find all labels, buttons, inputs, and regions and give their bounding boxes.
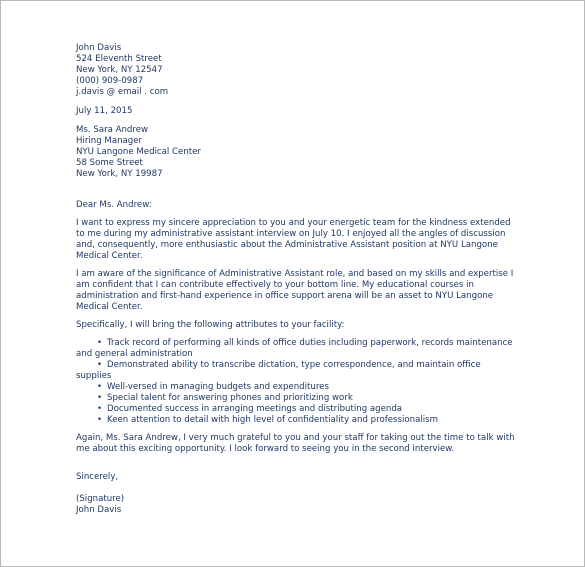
paragraph-closing: Again, Ms. Sara Andrew, I very much grateful to you and your staff for taking out the time to talk with me about this exciting opportunity. I look forward to seeing you in the second interview. [76,433,515,454]
recipient-address [76,125,516,180]
list-item: • Keen attention to detail with high level of confidentiality and professionalism [97,415,516,426]
paragraph-appreciation: I want to express my sincere appreciation to you and your energetic team for the kindness extended to me during my administrative assistant interview on July 10. I enjoyed all the angles of discussion and, consequently, more enthusiastic about the Administrative Assistant position at NYU Langone Medical Center. [76,218,511,261]
recipient-title: Hiring Manager [76,136,143,146]
list-item: • Well-versed in managing budgets and expenditures [97,382,516,393]
list-item: • Documented success in arranging meetings and distributing agenda [97,404,516,415]
letter-body [76,43,516,516]
paragraph-qualifications: I am aware of the significance of Administrative Assistant role, and based on my skills and expertise I am confident that I can contribute effectively to your bottom line. My educational courses in administration and first-hand experience in office support arena will be an asset to NYU Langone Medical Center. [76,269,514,312]
list-item: • Special talent for answering phones and prioritizing work [97,393,516,404]
recipient-street: 58 Some Street [76,158,143,168]
letter-date: July 11, 2015 [76,106,133,116]
attributes-list [76,338,516,426]
sender-email: j.davis @ email . com [76,87,169,97]
sender-city: New York, NY 12547 [76,65,163,75]
signer-name: John Davis [76,505,122,515]
paragraph-attributes-intro: Specifically, I will bring the following attributes to your facility: [76,320,345,330]
sender-address [76,43,516,98]
recipient-city: New York, NY 19987 [76,169,163,179]
salutation: Dear Ms. Andrew: [76,200,152,210]
sender-street: 524 Eleventh Street [76,54,162,64]
sender-name: John Davis [76,43,122,53]
list-item: • Demonstrated ability to transcribe dictation, type correspondence, and maintain office supplies [76,360,516,382]
recipient-name: Ms. Sara Andrew [76,125,149,135]
sender-phone: (000) 909-0987 [76,76,144,86]
list-item: • Track record of performing all kinds of office duties including paperwork, records maintenance and general administration [76,338,516,360]
closing: Sincerely, [76,472,119,482]
signature: (Signature) [76,494,125,504]
recipient-organization: NYU Langone Medical Center [76,147,201,157]
